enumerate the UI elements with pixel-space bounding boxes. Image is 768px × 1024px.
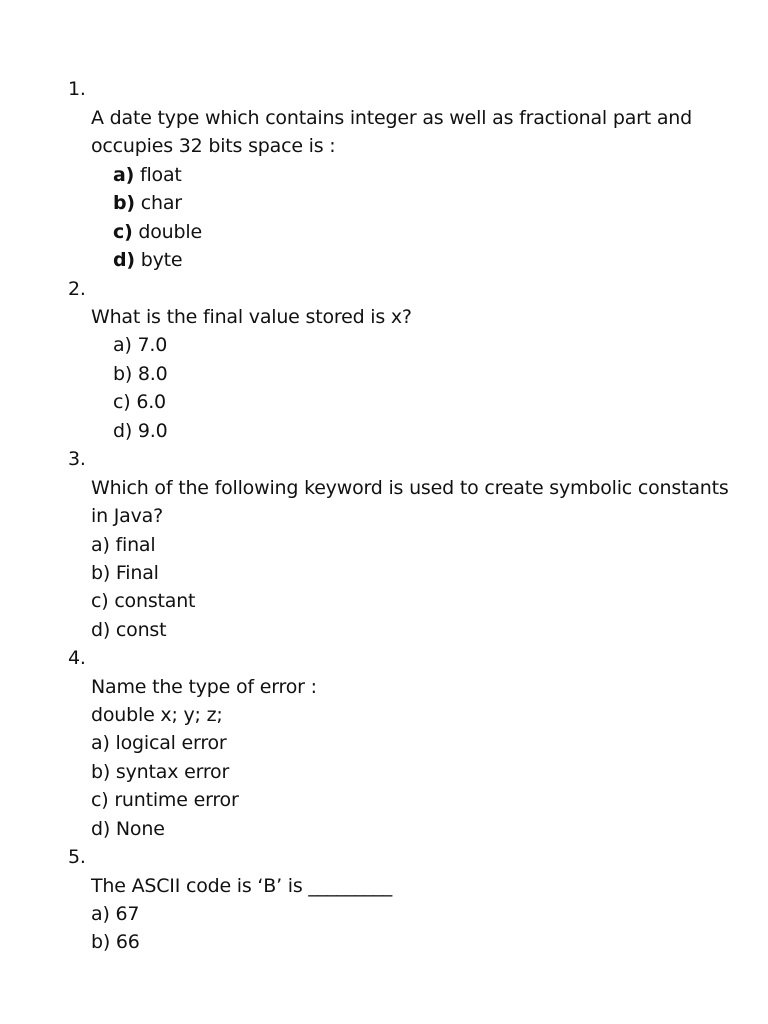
option-text: 7.0: [137, 334, 168, 356]
option-text: runtime error: [114, 789, 239, 811]
question-5-number: 5.: [68, 846, 86, 868]
option-label: c): [91, 590, 109, 612]
option-label: b): [113, 192, 135, 214]
option-text: 66: [115, 931, 140, 953]
option-text: Final: [115, 562, 159, 584]
question-1-text-line-1: A date type which contains integer as well as fractional part and: [91, 107, 693, 129]
option-label: b): [113, 363, 133, 385]
question-2-option-a: [113, 331, 167, 359]
option-label: c): [91, 789, 109, 811]
question-5-option-b: [91, 928, 140, 956]
option-label: c): [113, 221, 133, 243]
question-1-text-line-2: occupies 32 bits space is :: [91, 135, 336, 157]
question-1-option-c: [113, 218, 202, 246]
question-3-option-b: [91, 559, 159, 587]
option-text: byte: [140, 249, 183, 271]
option-label: b): [91, 761, 111, 783]
option-label: a): [113, 334, 132, 356]
question-2-option-c: [113, 388, 166, 416]
option-text: 6.0: [136, 391, 166, 413]
question-3-text-line-2: in Java?: [91, 505, 163, 527]
question-1-option-a: [113, 161, 182, 189]
question-4-number: 4.: [68, 647, 86, 669]
question-3-number: 3.: [68, 448, 86, 470]
question-5-text-line-1: The ASCII code is ‘B’ is _________: [91, 875, 393, 897]
question-2-option-d: [113, 417, 168, 445]
option-text: 67: [115, 903, 140, 925]
option-text: constant: [114, 590, 196, 612]
option-label: b): [91, 562, 111, 584]
question-2-option-b: [113, 360, 168, 388]
option-text: 8.0: [137, 363, 168, 385]
option-text: syntax error: [115, 761, 230, 783]
option-label: a): [91, 534, 110, 556]
option-text: const: [115, 619, 167, 641]
question-5-option-a: [91, 900, 139, 928]
question-3-option-a: [91, 531, 155, 559]
option-label: d): [91, 818, 111, 840]
question-3-option-c: [91, 587, 195, 615]
question-1-option-d: [113, 246, 182, 274]
question-1-number: 1.: [68, 78, 86, 100]
question-1-option-b: [113, 189, 182, 217]
option-label: b): [91, 931, 111, 953]
question-3-option-d: [91, 616, 166, 644]
question-4-text-line-1: Name the type of error :: [91, 676, 317, 698]
option-label: d): [113, 420, 133, 442]
option-text: final: [115, 534, 156, 556]
question-4-option-b: [91, 758, 229, 786]
option-text: double: [138, 221, 202, 243]
option-text: char: [140, 192, 182, 214]
question-4-option-d: [91, 815, 165, 843]
question-4-option-a: [91, 729, 227, 757]
option-text: None: [115, 818, 165, 840]
option-label: c): [113, 391, 131, 413]
option-label: a): [91, 903, 110, 925]
question-2-text-line-1: What is the final value stored is x?: [91, 306, 412, 328]
question-4-text-line-2: double x; y; z;: [91, 704, 223, 726]
option-label: d): [91, 619, 111, 641]
option-label: a): [91, 732, 110, 754]
option-label: d): [113, 249, 135, 271]
question-2-number: 2.: [68, 278, 86, 300]
option-text: 9.0: [137, 420, 168, 442]
question-4-option-c: [91, 786, 239, 814]
option-label: a): [113, 164, 135, 186]
option-text: float: [139, 164, 182, 186]
option-text: logical error: [115, 732, 227, 754]
question-3-text-line-1: Which of the following keyword is used to create symbolic constants: [91, 477, 729, 499]
